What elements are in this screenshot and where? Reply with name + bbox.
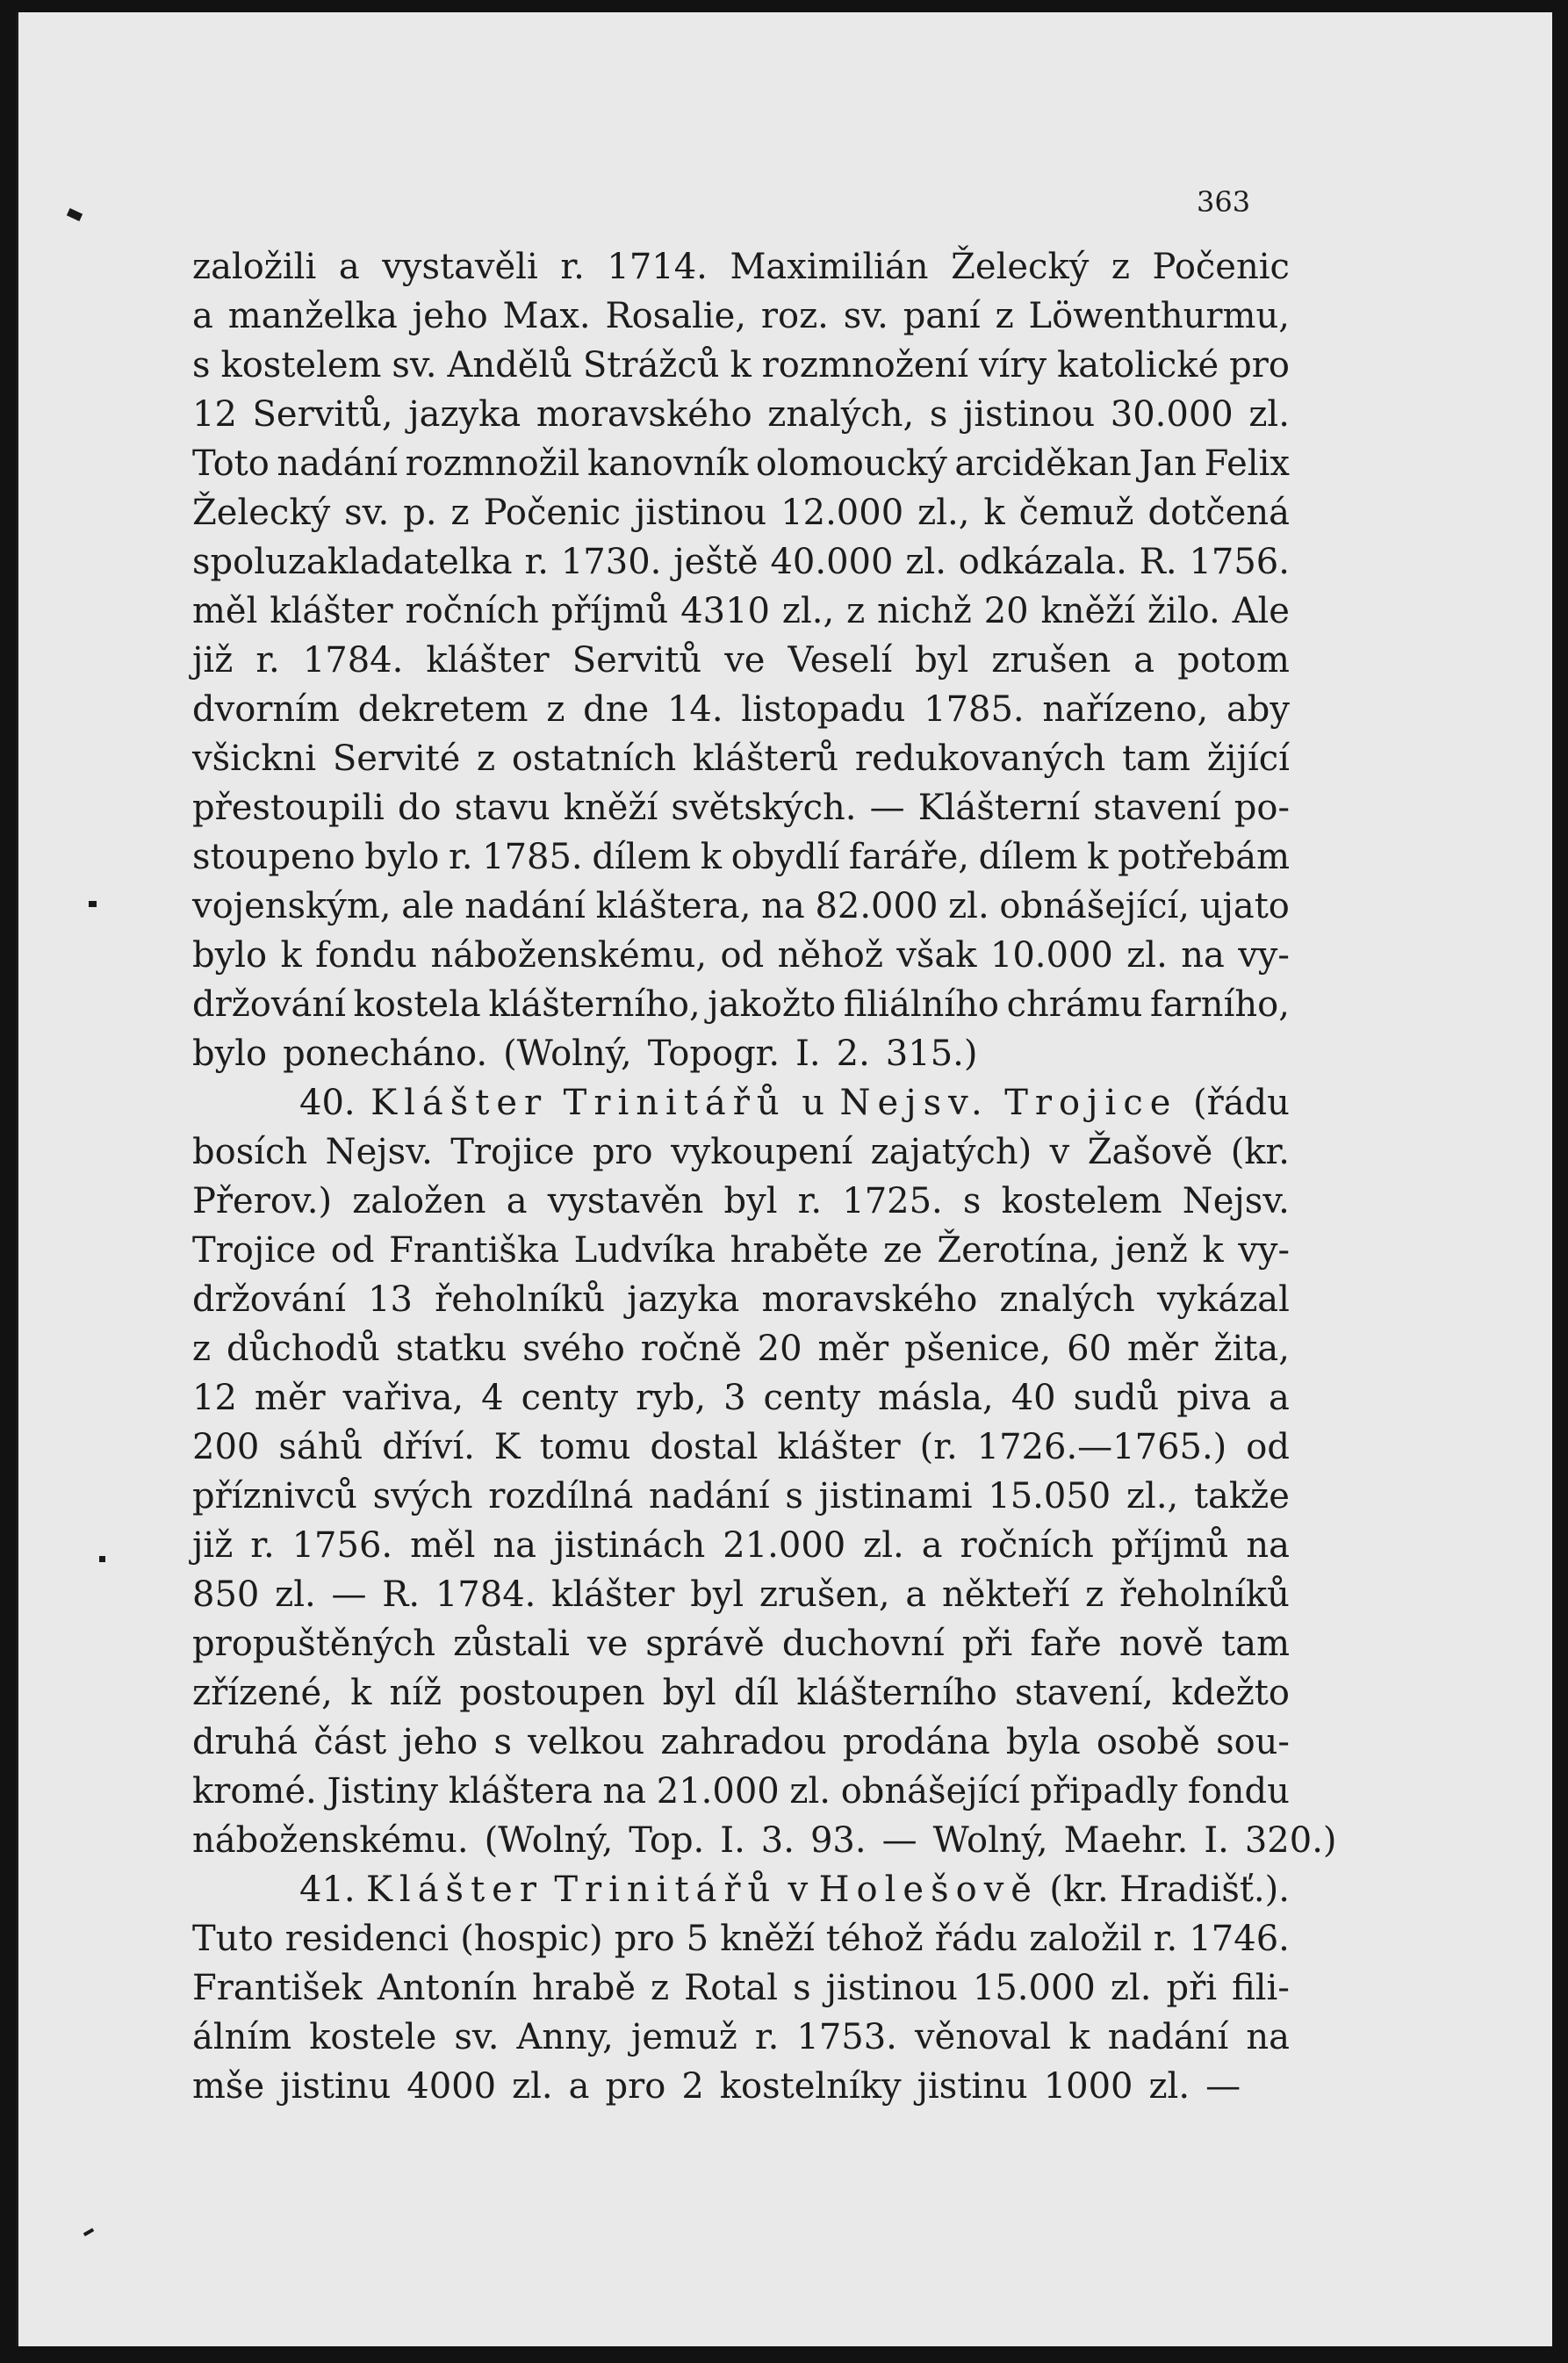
text-line: s kostelem sv. Andělů Strážců k rozmnožení víry katolické pro xyxy=(192,345,1290,385)
text-line: 12 Servitů, jazyka moravského znalých, s jistinou 30.000 zl. xyxy=(192,394,1290,435)
text-line: stoupeno bylo r. 1785. dílem k obydlí faráře, dílem k potřebám xyxy=(192,837,1290,877)
text-line: 41. Klášter Trinitářů v Holešově (kr. Hradišť.). xyxy=(299,1870,1290,1910)
margin-mark xyxy=(67,208,83,221)
text-line: bosích Nejsv. Trojice pro vykoupení zajatých) v Žašově (kr. xyxy=(192,1132,1290,1172)
text-line: přestoupili do stavu kněží světských. — Klášterní stavení po- xyxy=(192,788,1290,828)
book-page xyxy=(16,12,1552,2346)
text-line: dvorním dekretem z dne 14. listopadu 1785. nařízeno, aby xyxy=(192,689,1290,730)
text-line: mše jistinu 4000 zl. a pro 2 kostelníky jistinu 1000 zl. — xyxy=(192,2066,1241,2107)
text-line: měl klášter ročních příjmů 4310 zl., z nichž 20 kněží žilo. Ale xyxy=(192,591,1290,631)
text-line: Želecký sv. p. z Počenic jistinou 12.000 zl., k čemuž dotčená xyxy=(192,493,1290,533)
text-line: náboženskému. (Wolný, Top. I. 3. 93. — Wolný, Maehr. I. 320.) xyxy=(192,1820,1337,1861)
text-line: 12 měr vařiva, 4 centy ryb, 3 centy másla, 40 sudů piva a xyxy=(192,1378,1290,1418)
text-line: 40. Klášter Trinitářů u Nejsv. Trojice (řádu xyxy=(299,1083,1290,1123)
text-line: bylo ponecháno. (Wolný, Topogr. I. 2. 315.) xyxy=(192,1034,978,1074)
text-line: z důchodů statku svého ročně 20 měr pšenice, 60 měr žita, xyxy=(192,1329,1290,1369)
page-number: 363 xyxy=(1197,185,1251,219)
page-text xyxy=(192,242,1337,2111)
text-line: bylo k fondu náboženskému, od něhož však 10.000 zl. na vy- xyxy=(192,935,1290,976)
text-line: Přerov.) založen a vystavěn byl r. 1725. s kostelem Nejsv. xyxy=(192,1181,1290,1221)
text-line: vojenským, ale nadání kláštera, na 82.000 zl. obnášející, ujato xyxy=(192,886,1290,926)
text-line: již r. 1784. klášter Servitů ve Veselí byl zrušen a potom xyxy=(192,640,1290,681)
text-line: již r. 1756. měl na jistinách 21.000 zl. a ročních příjmů na xyxy=(192,1525,1290,1566)
text-line: příznivců svých rozdílná nadání s jistinami 15.050 zl., takže xyxy=(192,1476,1290,1516)
margin-mark xyxy=(83,2228,94,2236)
text-line: držování 13 řeholníků jazyka moravského znalých vykázal xyxy=(192,1279,1290,1320)
text-line: držování kostela klášterního, jakožto filiálního chrámu farního, xyxy=(192,984,1290,1025)
margin-mark xyxy=(99,1556,105,1562)
text-line: propuštěných zůstali ve správě duchovní při faře nově tam xyxy=(192,1624,1290,1664)
text-line: Tuto residenci (hospic) pro 5 kněží téhož řádu založil r. 1746. xyxy=(192,1919,1290,1959)
text-line: Toto nadání rozmnožil kanovník olomoucký arciděkan Jan Felix xyxy=(192,443,1290,484)
text-line: kromé. Jistiny kláštera na 21.000 zl. obnášející připadly fondu xyxy=(192,1771,1290,1812)
text-line: druhá část jeho s velkou zahradou prodána byla osobě sou- xyxy=(192,1722,1290,1762)
text-line: spoluzakladatelka r. 1730. ještě 40.000 zl. odkázala. R. 1756. xyxy=(192,542,1290,582)
text-line: Trojice od Františka Ludvíka hraběte ze Žerotína, jenž k vy- xyxy=(192,1230,1290,1271)
text-line: álním kostele sv. Anny, jemuž r. 1753. věnoval k nadání na xyxy=(192,2017,1290,2057)
text-line: založili a vystavěli r. 1714. Maximilián Želecký z Počenic xyxy=(192,247,1290,287)
text-line: František Antonín hrabě z Rotal s jistinou 15.000 zl. při fili- xyxy=(192,1968,1290,2008)
text-line: 200 sáhů dříví. K tomu dostal klášter (r. 1726.—1765.) od xyxy=(192,1427,1290,1467)
text-line: a manželka jeho Max. Rosalie, roz. sv. paní z Löwenthurmu, xyxy=(192,296,1290,336)
text-line: 850 zl. — R. 1784. klášter byl zrušen, a někteří z řeholníků xyxy=(192,1574,1290,1615)
margin-mark xyxy=(89,901,97,907)
text-line: zřízené, k níž postoupen byl díl klášterního stavení, kdežto xyxy=(192,1673,1290,1713)
text-line: všickni Servité z ostatních klášterů redukovaných tam žijící xyxy=(192,738,1290,779)
